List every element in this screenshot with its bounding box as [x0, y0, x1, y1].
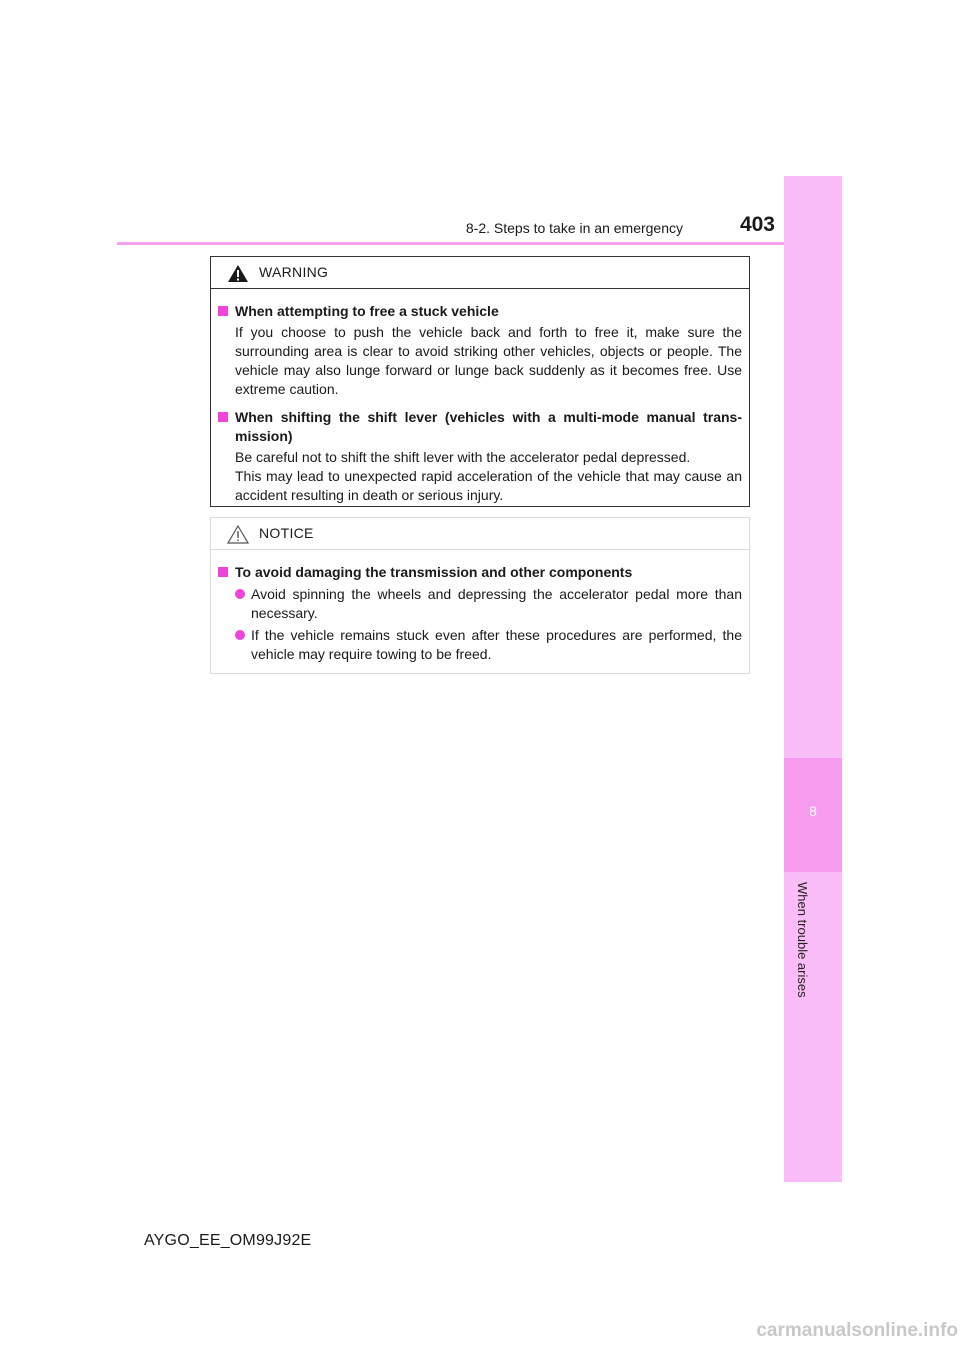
- caution-triangle-icon: [227, 525, 249, 544]
- warning-heading-stuck-vehicle: When attempting to free a stuck vehicle: [218, 302, 742, 321]
- notice-header: [211, 518, 749, 550]
- warning-text-stuck-vehicle: If you choose to push the vehicle back and forth to free it, make sure the surrounding area is clear to avoid striking other vehicles, objects or people. The vehicle may also lunge forward or lunge back suddenly as it becomes free. Use extreme caution.: [235, 324, 742, 397]
- notice-bullet: If the vehicle remains stuck even after these procedures are performed, the vehicle may require towing to be freed.: [218, 626, 742, 664]
- circle-bullet-icon: [235, 589, 245, 599]
- chapter-side-tab: [784, 176, 842, 1182]
- chapter-title: When trouble arises: [795, 882, 810, 998]
- square-bullet-icon: [218, 567, 228, 577]
- chapter-number: 8: [809, 803, 817, 819]
- notice-title: NOTICE: [259, 525, 314, 541]
- section-title: 8-2. Steps to take in an emergency: [465, 220, 683, 236]
- warning-heading-shift-lever: When shifting the shift lever (vehicles with a multi-mode manual trans-mission): [218, 408, 742, 446]
- warning-text-shift-lever-1: Be careful not to shift the shift lever with the accelerator pedal depressed.: [235, 449, 691, 465]
- warning-text-shift-lever-2: This may lead to unexpected rapid acceleration of the vehicle that may cause an accident resulting in death or serious injury.: [235, 468, 742, 503]
- notice-heading: To avoid damaging the transmission and other components: [218, 563, 742, 582]
- warning-title: WARNING: [259, 264, 329, 280]
- square-bullet-icon: [218, 412, 228, 422]
- warning-header: [211, 257, 749, 289]
- notice-body: [211, 550, 749, 664]
- circle-bullet-icon: [235, 630, 245, 640]
- page-number: 403: [739, 213, 775, 236]
- document-id: AYGO_EE_OM99J92E: [144, 1232, 312, 1249]
- square-bullet-icon: [218, 306, 228, 316]
- notice-bullet: Avoid spinning the wheels and depressing the accelerator pedal more than necessary.: [218, 585, 742, 623]
- warning-body: [211, 289, 749, 505]
- watermark: carmanualsonline.info: [756, 1320, 958, 1341]
- header-rule: [117, 242, 842, 245]
- warning-triangle-icon: [227, 264, 249, 283]
- warning-box: [210, 256, 750, 507]
- notice-box: [210, 517, 750, 674]
